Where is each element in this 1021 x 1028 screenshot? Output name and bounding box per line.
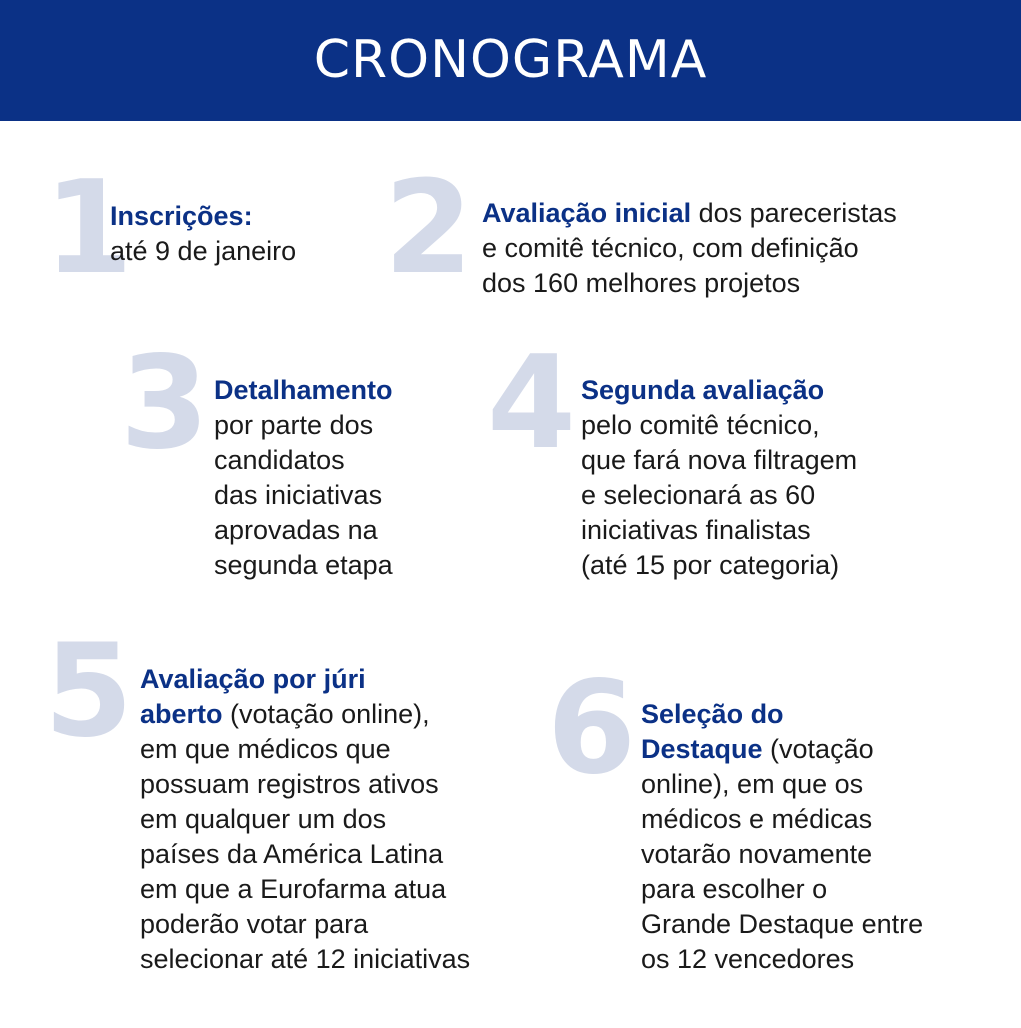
step-1-title: Inscrições: (110, 201, 253, 231)
step-6-title: Seleção do Destaque (641, 699, 784, 764)
page-title: CRONOGRAMA (313, 30, 708, 90)
step-3-description (214, 373, 393, 583)
step-3-body: por parte dos candidatos das iniciativas aprovadas na segunda etapa (214, 410, 393, 580)
step-2-body: dos pareceristas e comitê técnico, com definição dos 160 melhores projetos (482, 198, 897, 298)
step-5-description (140, 662, 470, 977)
step-1-body: até 9 de janeiro (110, 236, 297, 266)
step-5-title: Avaliação por júri aberto (140, 664, 366, 729)
step-5-body: (votação online), em que médicos que possuam registros ativos em qualquer um dos países da América Latina em que a Eurofarma atua poderão votar para selecionar até 12 iniciativas (140, 699, 471, 974)
step-1-number: 1 (44, 154, 134, 303)
step-6-body: (votação online), em que os médicos e médicas votarão novamente para escolher o Grande Destaque entre os 12 vencedores (641, 734, 924, 974)
step-2-description (482, 196, 897, 301)
step-4-body: pelo comitê técnico, que fará nova filtragem e selecionará as 60 iniciativas finalistas (até 15 por categoria) (581, 410, 858, 580)
step-4-number: 4 (487, 329, 577, 478)
step-2-number: 2 (384, 154, 474, 303)
step-4-title: Segunda avaliação (581, 375, 825, 405)
step-3-number: 3 (120, 329, 210, 478)
step-3-title: Detalhamento (214, 375, 393, 405)
step-4-description (581, 373, 857, 583)
header-banner (0, 0, 1021, 121)
step-5-number: 5 (44, 617, 134, 766)
step-1-description (110, 199, 296, 269)
step-6-number: 6 (547, 654, 637, 803)
step-6-description (641, 697, 923, 977)
step-2-title: Avaliação inicial (482, 198, 692, 228)
